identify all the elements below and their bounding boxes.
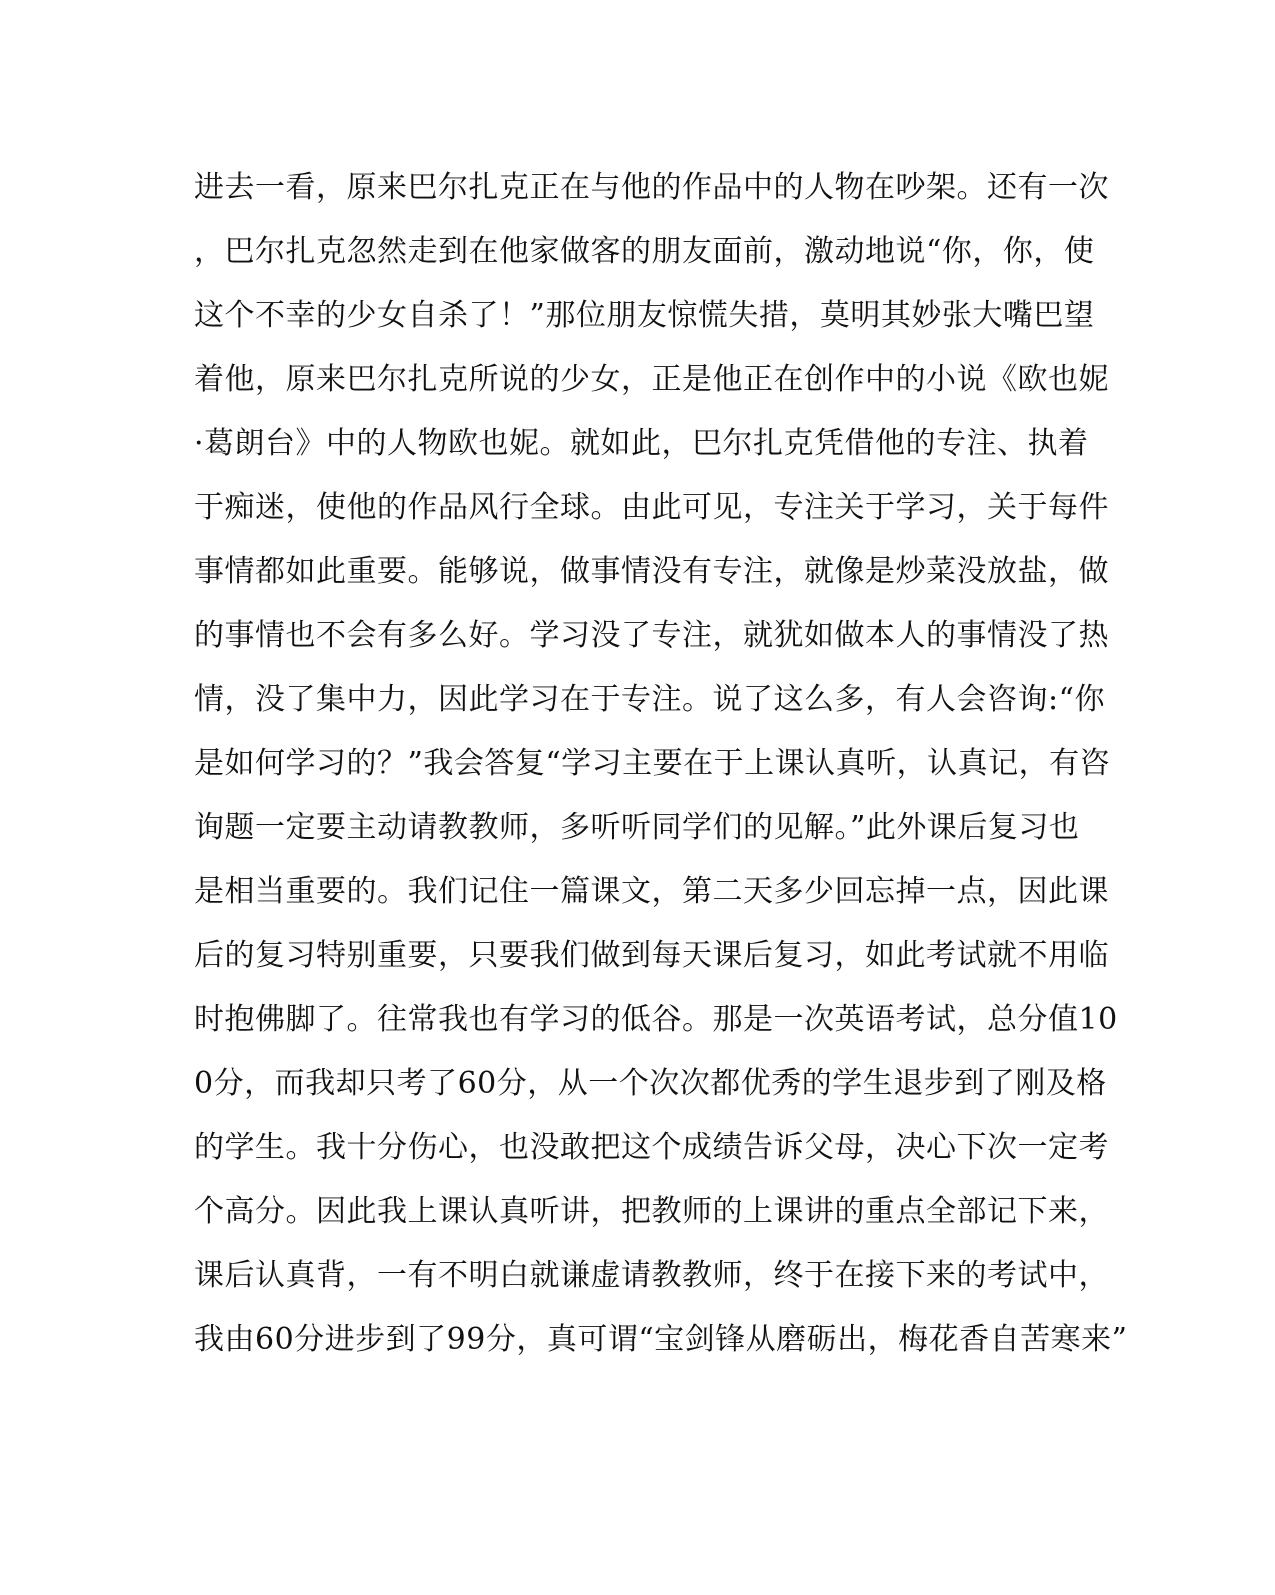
text-line: 事情都如此重要。能够说，做事情没有专注，就像是炒菜没放盐，做 <box>194 554 1109 589</box>
body-text <box>194 166 1128 1382</box>
text-line: 课后认真背，一有不明白就谦虚请教教师，终于在接下来的考试中， <box>194 1258 1109 1293</box>
text-line: 进去一看，原来巴尔扎克正在与他的作品中的人物在吵架。还有一次 <box>194 170 1109 205</box>
text-line: 0分，而我却只考了60分，从一个次次都优秀的学生退步到了刚及格 <box>194 1066 1107 1101</box>
text-line: 于痴迷，使他的作品风行全球。由此可见，专注关于学习，关于每件 <box>194 490 1109 525</box>
text-line: 询题一定要主动请教教师，多听听同学们的见解。”此外课后复习也 <box>194 810 1080 845</box>
text-line: 情，没了集中力，因此学习在于专注。说了这么多，有人会咨询:“你 <box>194 682 1105 717</box>
text-line: 是相当重要的。我们记住一篇课文，第二天多少回忘掉一点，因此课 <box>194 874 1109 909</box>
text-line: 的学生。我十分伤心，也没敢把这个成绩告诉父母，决心下次一定考 <box>194 1130 1109 1165</box>
text-line: 是如何学习的？”我会答复“学习主要在于上课认真听，认真记，有咨 <box>194 746 1111 781</box>
text-line: 这个不幸的少女自杀了！”那位朋友惊慌失措，莫明其妙张大嘴巴望 <box>194 298 1095 333</box>
text-line: 个高分。因此我上课认真听讲，把教师的上课讲的重点全部记下来， <box>194 1194 1109 1229</box>
text-line: 我由60分进步到了99分，真可谓“宝剑锋从磨砺出，梅花香自苦寒来” <box>194 1322 1128 1357</box>
text-line: ，巴尔扎克忽然走到在他家做客的朋友面前，激动地说“你，你，使 <box>194 234 1095 269</box>
text-line: 的事情也不会有多么好。学习没了专注，就犹如做本人的事情没了热 <box>194 618 1109 653</box>
text-line: 后的复习特别重要，只要我们做到每天课后复习，如此考试就不用临 <box>194 938 1109 973</box>
text-line: ·葛朗台》中的人物欧也妮。就如此，巴尔扎克凭借他的专注、执着 <box>194 426 1089 461</box>
text-line: 着他，原来巴尔扎克所说的少女，正是他正在创作中的小说《欧也妮 <box>194 362 1109 397</box>
text-line: 时抱佛脚了。往常我也有学习的低谷。那是一次英语考试，总分值10 <box>194 1002 1118 1037</box>
